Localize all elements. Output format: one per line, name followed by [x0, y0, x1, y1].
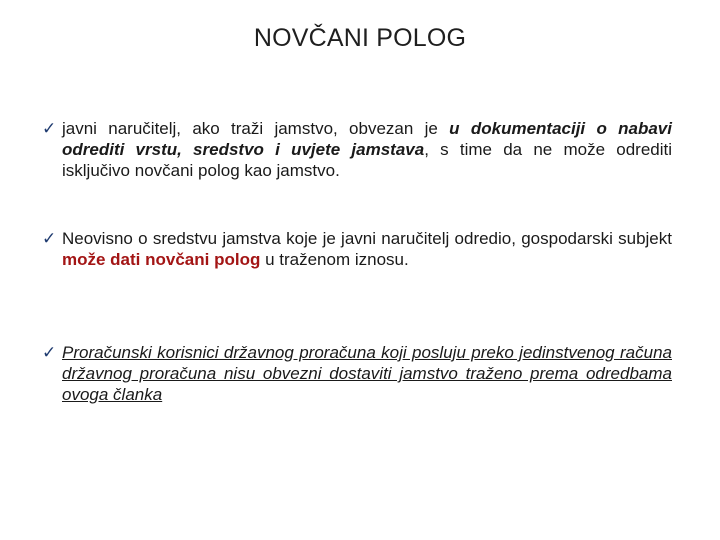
bullet-text-1 [42, 118, 672, 181]
bullet-text-3: Proračunski korisnici državnog proračuna koji posluju preko jedinstvenog računa državnog proračuna nisu obvezni dostaviti jamstvo traženo prema odredbama ovoga članka [62, 343, 672, 404]
slide-title: NOVČANI POLOG [253, 24, 467, 52]
check-icon: ✓ [42, 119, 57, 138]
bullet-item-2 [42, 228, 672, 270]
bullet-2-text-before: Neovisno o sredstvu jamstva koje je javni naručitelj odredio, gospodarski subjekt [62, 229, 672, 248]
bullet-1-emphasis: u dokumentaciji o nabavi odrediti vrstu, sredstvo i uvjete jamstava [62, 119, 672, 159]
bullet-1-text-before: javni naručitelj, ako traži jamstvo, obvezan je [62, 119, 450, 138]
bullet-1-text-after: , s time da ne može odrediti isključivo novčani polog kao jamstvo. [62, 140, 673, 180]
bullet-2-text-after: u traženom iznosu. [260, 250, 409, 269]
bullet-item-3 [42, 342, 672, 405]
check-icon: ✓ [42, 229, 57, 248]
check-icon: ✓ [42, 343, 57, 362]
bullet-text-2 [42, 228, 672, 270]
bullet-item-1 [42, 118, 672, 181]
bullet-2-emphasis: može dati novčani polog [62, 250, 261, 269]
